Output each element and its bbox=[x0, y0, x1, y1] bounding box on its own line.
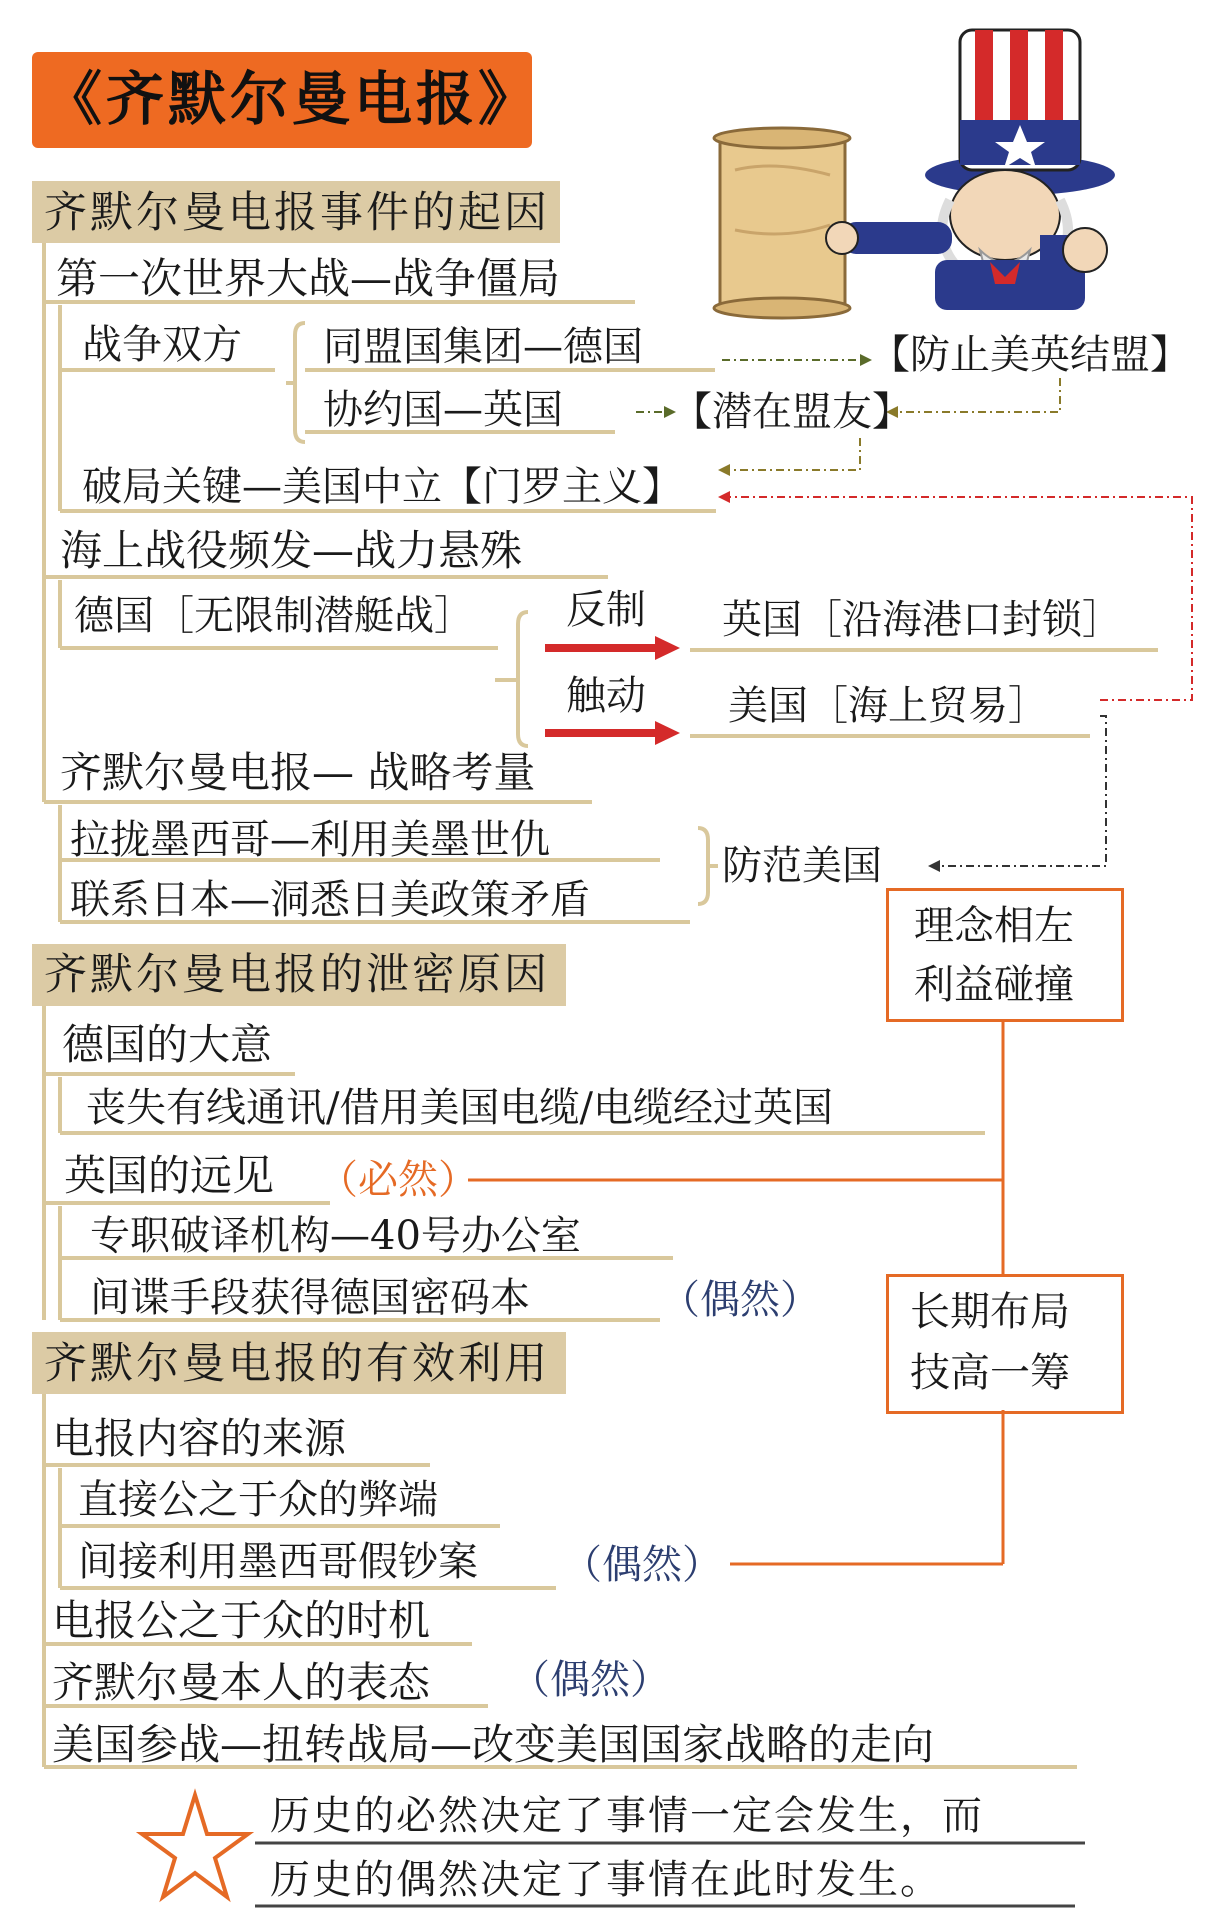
box1-line1: 理念相左 bbox=[914, 903, 1074, 949]
node-indirect: 间接利用墨西哥假钞案 bbox=[78, 1539, 478, 1585]
node-japan: 联系日本—洞悉日美政策矛盾 bbox=[70, 877, 590, 923]
node-both-sides: 战争双方 bbox=[82, 322, 242, 368]
section-title-leak: 齐默尔曼电报的泄密原因 bbox=[44, 950, 550, 1000]
node-counter: 反制 bbox=[566, 587, 646, 633]
node-codebook: 间谍手段获得德国密码本 bbox=[90, 1275, 530, 1321]
node-germany-uboat: 德国［无限制潜艇战］ bbox=[74, 593, 474, 639]
conclusion-line2: 历史的偶然决定了事情在此时发生。 bbox=[270, 1857, 942, 1903]
label-chance-attitude: （偶然） bbox=[510, 1657, 670, 1703]
node-breakthrough-key: 破局关键—美国中立【门罗主义】 bbox=[82, 464, 682, 510]
label-inevitable: （必然） bbox=[318, 1157, 478, 1203]
page-title: 《齐默尔曼电报》 bbox=[44, 65, 541, 133]
node-telegram-strategy: 齐默尔曼电报— 战略考量 bbox=[60, 748, 536, 797]
label-chance-codebook: （偶然） bbox=[660, 1277, 820, 1323]
node-result: 美国参战—扭转战局—改变美国国家战略的走向 bbox=[52, 1720, 935, 1769]
node-uk-blockade: 英国［沿海港口封锁］ bbox=[722, 597, 1122, 643]
node-prevent-alliance: 【防止美英结盟】 bbox=[870, 332, 1190, 378]
node-germany-careless: 德国的大意 bbox=[62, 1020, 273, 1069]
node-us-trade: 美国［海上贸易］ bbox=[728, 683, 1048, 729]
node-ww1: 第一次世界大战—战争僵局 bbox=[56, 254, 561, 303]
star-icon bbox=[142, 1795, 248, 1897]
node-attitude: 齐默尔曼本人的表态 bbox=[52, 1658, 431, 1707]
node-guard-us: 防范美国 bbox=[722, 843, 882, 889]
box2-line1: 长期布局 bbox=[910, 1289, 1070, 1335]
node-central-powers: 同盟国集团—德国 bbox=[323, 324, 643, 370]
node-potential-ally: 【潜在盟友】 bbox=[672, 389, 912, 435]
node-source: 电报内容的来源 bbox=[52, 1414, 347, 1463]
node-cable: 丧失有线通讯/借用美国电缆/电缆经过英国 bbox=[86, 1085, 833, 1131]
box2-line2: 技高一筹 bbox=[910, 1350, 1070, 1396]
node-room40: 专职破译机构—40号办公室 bbox=[90, 1213, 581, 1259]
node-timing: 电报公之于众的时机 bbox=[52, 1596, 431, 1645]
section-title-use: 齐默尔曼电报的有效利用 bbox=[44, 1339, 550, 1389]
label-chance-indirect: （偶然） bbox=[562, 1542, 722, 1588]
section-title-cause: 齐默尔曼电报事件的起因 bbox=[44, 188, 550, 238]
conclusion-line1: 历史的必然决定了事情一定会发生，而 bbox=[270, 1793, 984, 1839]
node-mexico: 拉拢墨西哥—利用美墨世仇 bbox=[70, 817, 550, 863]
node-touch: 触动 bbox=[566, 673, 646, 719]
node-uk-vision: 英国的远见 bbox=[64, 1151, 275, 1200]
node-direct: 直接公之于众的弊端 bbox=[78, 1477, 438, 1523]
node-entente: 协约国—英国 bbox=[323, 387, 563, 433]
box1-line2: 利益碰撞 bbox=[914, 962, 1074, 1008]
node-naval-battles: 海上战役频发—战力悬殊 bbox=[60, 526, 523, 575]
